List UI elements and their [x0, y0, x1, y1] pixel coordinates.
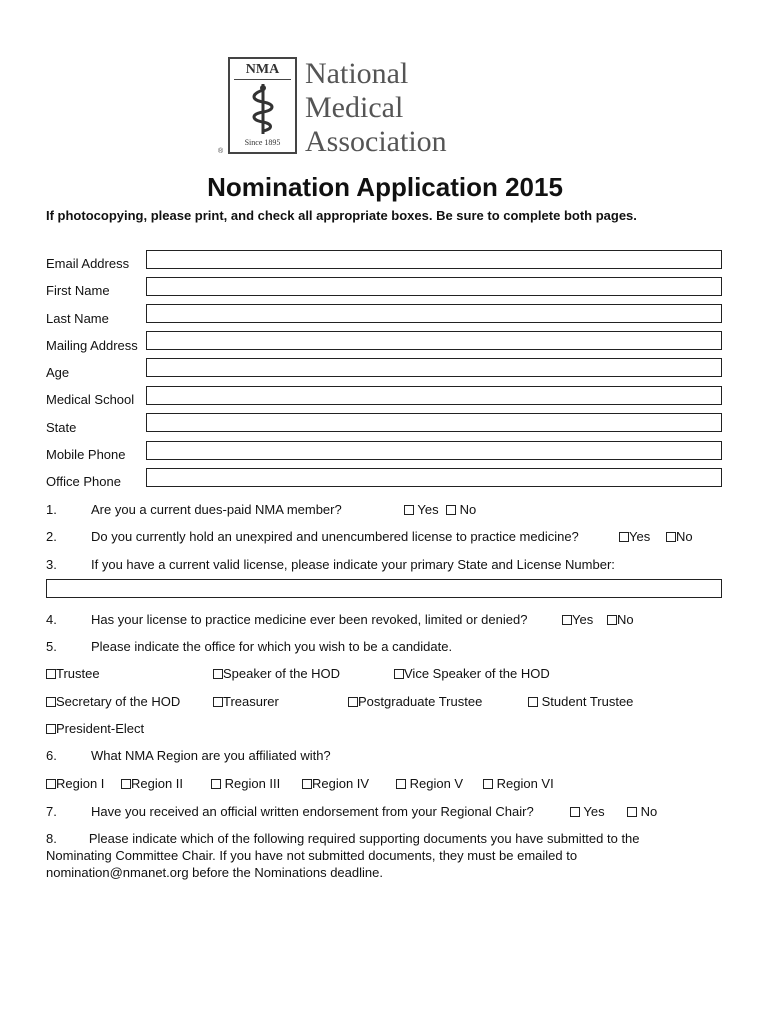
office-option-speaker[interactable]: [213, 666, 340, 681]
q7-no-label: No: [640, 804, 658, 819]
org-name-line1: National: [305, 57, 409, 90]
office-option-postgraduate-trustee[interactable]: [348, 694, 482, 709]
org-name-line3: Association: [305, 125, 447, 158]
checkbox[interactable]: [46, 697, 56, 707]
office-label: Vice Speaker of the HOD: [404, 666, 550, 681]
office-option-vice-speaker[interactable]: [394, 666, 550, 681]
mobile-phone-label: Mobile Phone: [46, 447, 126, 462]
state-field[interactable]: [146, 413, 722, 432]
region-label: Region II: [131, 776, 184, 791]
license-number-field[interactable]: [46, 579, 722, 598]
q6-number: 6.: [46, 748, 57, 763]
office-option-treasurer[interactable]: [213, 694, 279, 709]
q7-text: Have you received an official written endorsement from your Regional Chair?: [91, 804, 534, 819]
q2-yes-option[interactable]: [619, 529, 650, 544]
q7-yes-option[interactable]: [570, 804, 605, 819]
region-label: Region VI: [496, 776, 554, 791]
q2-no-option[interactable]: [666, 529, 693, 544]
q4-no-option[interactable]: [607, 612, 634, 627]
office-label: Secretary of the HOD: [56, 694, 181, 709]
checkbox[interactable]: [446, 505, 456, 515]
q3-number: 3.: [46, 557, 57, 572]
region-option-2[interactable]: [121, 776, 183, 791]
q2-yes-label: Yes: [629, 529, 651, 544]
office-label: President-Elect: [56, 721, 145, 736]
office-label: Student Trustee: [541, 694, 634, 709]
mailing-address-label: Mailing Address: [46, 338, 138, 353]
checkbox[interactable]: [213, 697, 223, 707]
email-label: Email Address: [46, 256, 130, 271]
registered-mark: ®: [218, 148, 224, 155]
instructions: If photocopying, please print, and check all appropriate boxes. Be sure to complete both pages.: [46, 208, 637, 223]
last-name-field[interactable]: [146, 304, 722, 323]
office-label: Trustee: [56, 666, 100, 681]
checkbox[interactable]: [666, 532, 676, 542]
q7-no-option[interactable]: [627, 804, 657, 819]
q1-yes-label: Yes: [417, 502, 439, 517]
checkbox[interactable]: [396, 779, 406, 789]
checkbox[interactable]: [121, 779, 131, 789]
first-name-label: First Name: [46, 283, 110, 298]
checkbox[interactable]: [46, 724, 56, 734]
q2-number: 2.: [46, 529, 57, 544]
checkbox[interactable]: [302, 779, 312, 789]
org-name-line2: Medical: [305, 91, 404, 124]
checkbox[interactable]: [570, 807, 580, 817]
checkbox[interactable]: [46, 779, 56, 789]
region-option-6[interactable]: [483, 776, 554, 791]
q1-text: Are you a current dues-paid NMA member?: [91, 502, 342, 517]
q4-number: 4.: [46, 612, 57, 627]
q8-paragraph: [46, 830, 706, 881]
q7-number: 7.: [46, 804, 57, 819]
q1-number: 1.: [46, 502, 57, 517]
checkbox[interactable]: [348, 697, 358, 707]
checkbox[interactable]: [46, 669, 56, 679]
medical-school-field[interactable]: [146, 386, 722, 405]
age-label: Age: [46, 365, 70, 380]
region-label: Region IV: [312, 776, 370, 791]
q3-text: If you have a current valid license, please indicate your primary State and License Number:: [91, 557, 615, 572]
office-phone-label: Office Phone: [46, 474, 121, 489]
last-name-label: Last Name: [46, 311, 109, 326]
office-label: Postgraduate Trustee: [358, 694, 483, 709]
checkbox[interactable]: [562, 615, 572, 625]
checkbox[interactable]: [607, 615, 617, 625]
region-label: Region III: [224, 776, 281, 791]
q4-yes-label: Yes: [572, 612, 594, 627]
checkbox[interactable]: [528, 697, 538, 707]
region-option-3[interactable]: [211, 776, 280, 791]
email-field[interactable]: [146, 250, 722, 269]
q2-no-label: No: [676, 529, 693, 544]
q1-yes-option[interactable]: [404, 502, 439, 517]
state-label: State: [46, 420, 77, 435]
q8-number: 8.: [46, 831, 57, 846]
mailing-address-field[interactable]: [146, 331, 722, 350]
mobile-phone-field[interactable]: [146, 441, 722, 460]
region-label: Region V: [409, 776, 464, 791]
q1-no-label: No: [459, 502, 477, 517]
checkbox[interactable]: [627, 807, 637, 817]
region-option-4[interactable]: [302, 776, 369, 791]
checkbox[interactable]: [394, 669, 404, 679]
q2-text: Do you currently hold an unexpired and unencumbered license to practice medicine?: [91, 529, 579, 544]
office-option-secretary[interactable]: [46, 694, 180, 709]
office-label: Speaker of the HOD: [223, 666, 341, 681]
q6-text: What NMA Region are you affiliated with?: [91, 748, 331, 763]
medical-school-label: Medical School: [46, 392, 135, 407]
office-label: Treasurer: [223, 694, 279, 709]
office-option-student-trustee[interactable]: [528, 694, 633, 709]
region-option-1[interactable]: [46, 776, 104, 791]
office-option-president-elect[interactable]: [46, 721, 144, 736]
first-name-field[interactable]: [146, 277, 722, 296]
q1-no-option[interactable]: [446, 502, 476, 517]
logo-abbreviation: NMA: [234, 62, 291, 80]
logo-since-text: Since 1895: [244, 138, 281, 147]
checkbox[interactable]: [213, 669, 223, 679]
q5-number: 5.: [46, 639, 57, 654]
checkbox[interactable]: [483, 779, 493, 789]
region-label: Region I: [56, 776, 105, 791]
q4-text: Has your license to practice medicine ever been revoked, limited or denied?: [91, 612, 528, 627]
checkbox[interactable]: [404, 505, 414, 515]
q4-no-label: No: [617, 612, 634, 627]
checkbox[interactable]: [619, 532, 629, 542]
caduceus-icon: [247, 82, 279, 136]
office-option-trustee[interactable]: [46, 666, 100, 681]
checkbox[interactable]: [211, 779, 221, 789]
q7-yes-label: Yes: [583, 804, 605, 819]
office-phone-field[interactable]: [146, 468, 722, 487]
page-title: Nomination Application 2015: [207, 172, 563, 202]
region-option-5[interactable]: [396, 776, 463, 791]
q4-yes-option[interactable]: [562, 612, 593, 627]
age-field[interactable]: [146, 358, 722, 377]
q8-text: Please indicate which of the following required supporting documents you have submitted to the Nominating Committee Chair. If you have not submitted documents, they must be emailed to nomination@nmanet.org before the Nominations deadline.: [46, 831, 640, 880]
q5-text: Please indicate the office for which you wish to be a candidate.: [91, 639, 453, 654]
